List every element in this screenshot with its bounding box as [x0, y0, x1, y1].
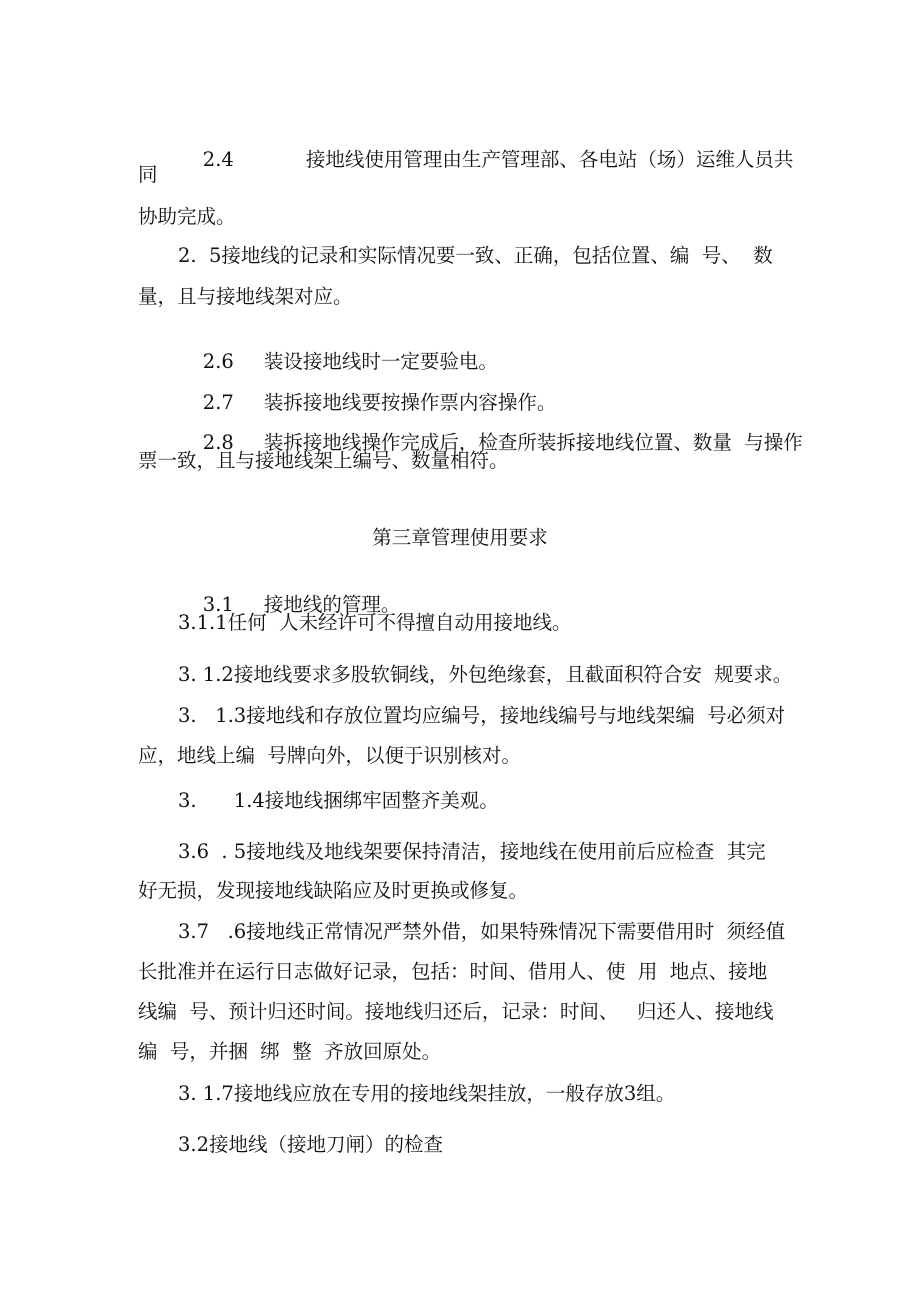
- clause-2-5: 2. 5接地线的记录和实际情况要一致、正确，包括位置、编 号、 数: [178, 244, 773, 267]
- clause-2-4: [178, 124, 793, 196]
- clause-3-1-3: 3. 1.3接地线和存放位置均应编号，接地线编号与地线架编 号必须对: [178, 704, 786, 727]
- clause-number: 2.7: [202, 391, 234, 414]
- clause-number: 2.8: [202, 431, 234, 454]
- clause-2-4-cont-1: 同: [138, 163, 158, 186]
- clause-3-1-3-cont: 应，地线上编 号牌向外，以便于识别核对。: [138, 744, 521, 767]
- clause-3-1-1: 3.1.1任何 人未经许可不得擅自动用接地线。: [178, 611, 572, 634]
- clause-text: 接地线使用管理由生产管理部、各电站（场）运维人员共: [305, 148, 794, 171]
- clause-text: 装拆接地线操作完成后，检查所装拆接地线位置、数量 与操作: [263, 431, 803, 454]
- clause-3-1-4: 3. 1.4接地线捆绑牢固整齐美观。: [178, 789, 499, 812]
- clause-3-2: 3.2接地线（接地刀闸）的检查: [178, 1133, 444, 1156]
- clause-2-4-cont-2: 协助完成。: [138, 205, 236, 228]
- clause-3-7-cont-1: 长批准并在运行日志做好记录，包括：时间、借用人、使 用 地点、接地: [138, 960, 768, 983]
- clause-3-7-cont-3: 编 号，并捆 绑 整 齐放回原处。: [138, 1040, 442, 1063]
- clause-number: 3.1: [202, 593, 234, 616]
- clause-3-7-cont-2: 线编 号、预计归还时间。接地线归还后，记录：时间、 归还人、接地线: [138, 1000, 774, 1023]
- clause-2-8-cont: 票一致，且与接地线架上编号、数量相符。: [138, 449, 509, 472]
- clause-3-6: 3.6 . 5接地线及地线架要保持清洁，接地线在使用前后应检查 其完: [178, 840, 766, 863]
- clause-number: 2.4: [202, 148, 234, 171]
- clause-number: 2.6: [202, 350, 234, 373]
- clause-3-6-cont: 好无损，发现接地线缺陷应及时更换或修复。: [138, 879, 529, 902]
- clause-3-1-2: 3. 1.2接地线要求多股软铜线，外包绝缘套，且截面积符合安 规要求。: [178, 663, 793, 686]
- clause-3-1-7: 3. 1.7接地线应放在专用的接地线架挂放，一般存放3组。: [178, 1082, 676, 1105]
- chapter-title: 第三章管理使用要求: [372, 526, 548, 549]
- clause-2-5-cont: 量，且与接地线架对应。: [138, 285, 353, 308]
- clause-text: 接地线的管理。: [263, 593, 401, 616]
- clause-text: 装设接地线时一定要验电。: [263, 350, 498, 373]
- clause-text: 装拆接地线要按操作票内容操作。: [263, 391, 557, 414]
- clause-3-7: 3.7 .6接地线正常情况严禁外借，如果特殊情况下需要借用时 须经值: [178, 920, 786, 943]
